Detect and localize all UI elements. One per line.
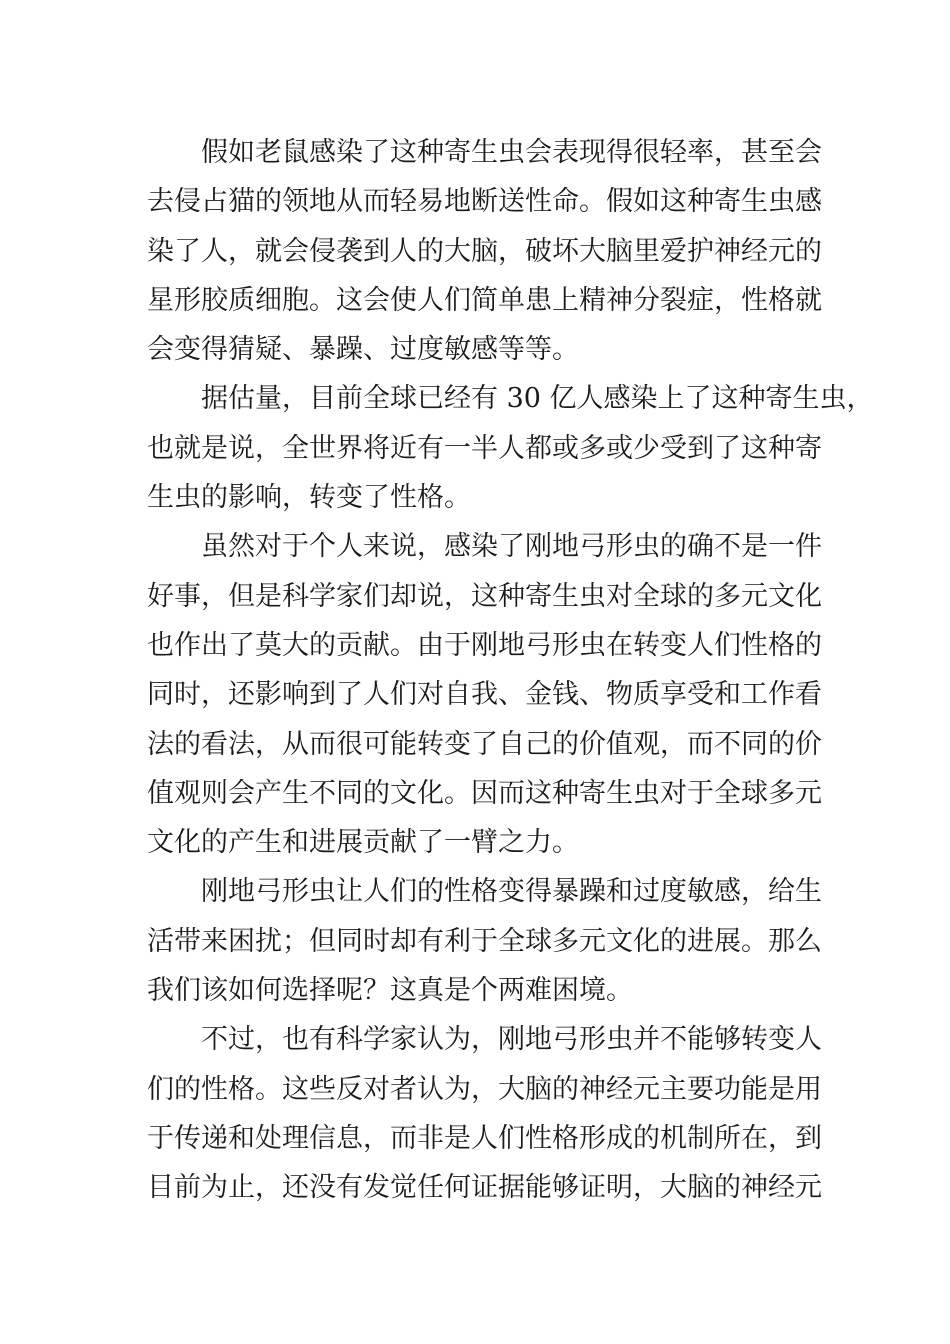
paragraph-1-line-4: 星形胶质细胞。这会使人们简单患上精神分裂症，性格就	[147, 284, 822, 316]
paragraph-1-line-1: 假如老鼠感染了这种寄生虫会表现得很轻率，甚至会	[201, 137, 822, 168]
paragraph-1-line-5: 会变得猜疑、暴躁、过度敏感等等。	[147, 334, 579, 366]
paragraph-4-line-2: 活带来困扰；但同时却有利于全球多元文化的进展。那么	[147, 925, 822, 957]
paragraph-2-line-1: 据估量，目前全球已经有 30 亿人感染上了这种寄生虫，	[201, 383, 874, 415]
body-text	[147, 128, 874, 1213]
paragraph-4-line-3: 我们该如何选择呢？这真是个两难困境。	[147, 975, 633, 1007]
paragraph-3-line-5: 法的看法，从而很可能转变了自己的价值观，而不同的价	[147, 728, 822, 760]
paragraph-3-line-6: 值观则会产生不同的文化。因而这种寄生虫对于全球多元	[147, 777, 822, 809]
paragraph-5-line-4: 目前为止，还没有发觉任何证据能够证明，大脑的神经元	[147, 1172, 822, 1204]
paragraph-5-line-2: 们的性格。这些反对者认为，大脑的神经元主要功能是用	[147, 1073, 822, 1105]
paragraph-3-line-2: 好事，但是科学家们却说，这种寄生虫对全球的多元文化	[147, 580, 822, 612]
paragraph-1-line-2: 去侵占猫的领地从而轻易地断送性命。假如这种寄生虫感	[147, 186, 822, 218]
paragraph-3-line-1: 虽然对于个人来说，感染了刚地弓形虫的确不是一件	[201, 531, 822, 563]
paragraph-3-line-4: 同时，还影响到了人们对自我、金钱、物质享受和工作看	[147, 679, 822, 711]
paragraph-4-line-1: 刚地弓形虫让人们的性格变得暴躁和过度敏感，给生	[201, 876, 822, 908]
paragraph-5-line-1: 不过，也有科学家认为，刚地弓形虫并不能够转变人	[201, 1024, 822, 1056]
paragraph-1-line-3: 染了人，就会侵袭到人的大脑，破坏大脑里爱护神经元的	[147, 235, 822, 267]
paragraph-2-line-3: 生虫的影响，转变了性格。	[147, 482, 471, 514]
paragraph-3-line-3: 也作出了莫大的贡献。由于刚地弓形虫在转变人们性格的	[147, 629, 822, 661]
paragraph-5-line-3: 于传递和处理信息，而非是人们性格形成的机制所在，到	[147, 1122, 822, 1154]
paragraph-2-line-2: 也就是说，全世界将近有一半人都或多或少受到了这种寄	[147, 432, 822, 464]
paragraph-3-line-7: 文化的产生和进展贡献了一臂之力。	[147, 827, 579, 859]
